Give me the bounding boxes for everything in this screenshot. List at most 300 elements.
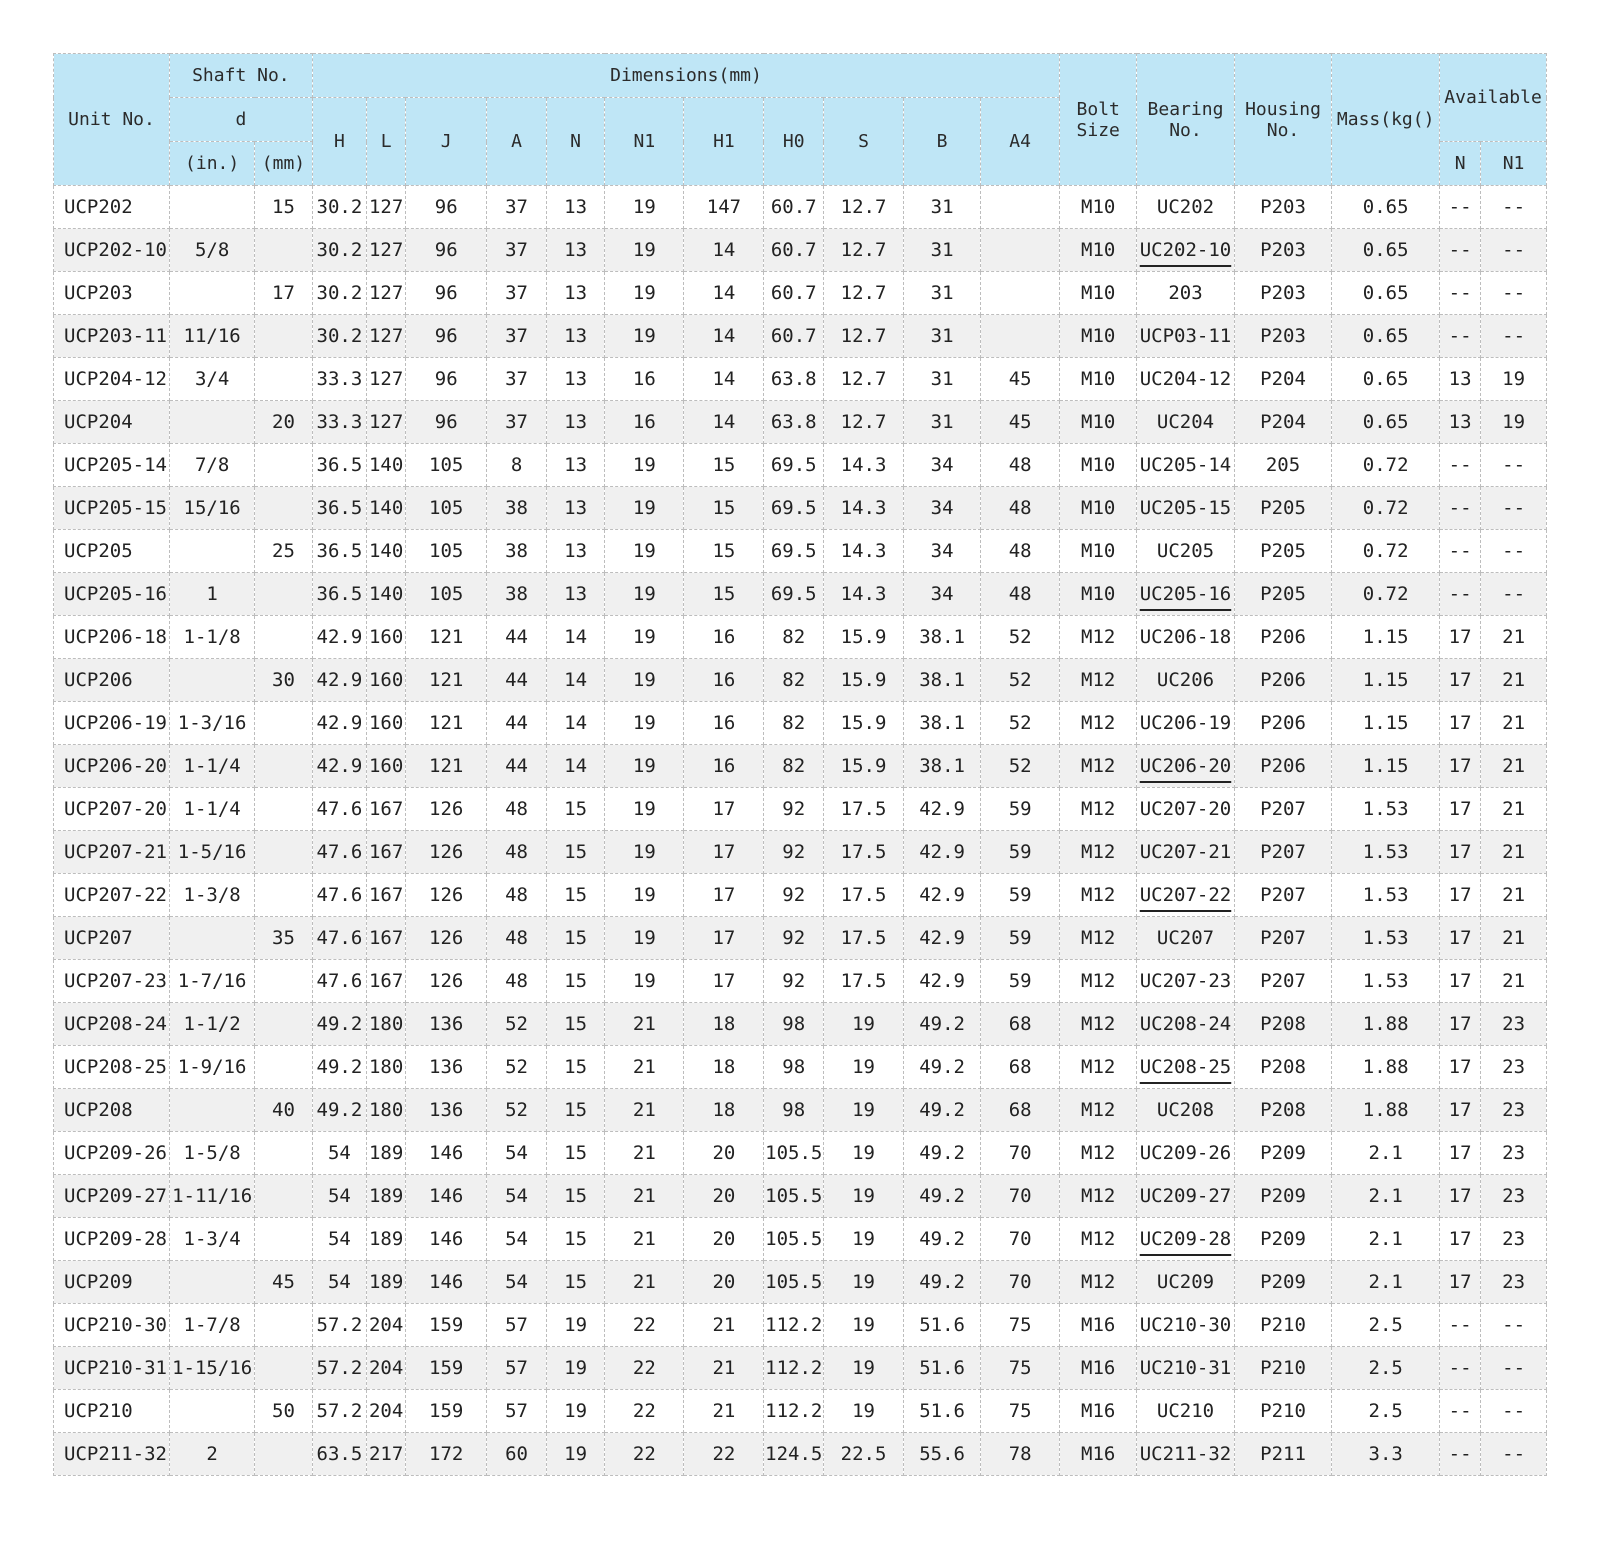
- table-row: [54, 1218, 1547, 1261]
- cell-unit-no: UCP207: [54, 917, 170, 960]
- cell-dim-j: 96: [406, 272, 487, 315]
- cell-dim-n1: 19: [605, 745, 684, 788]
- cell-mass: 1.15: [1332, 659, 1440, 702]
- header-shaft-no: Shaft No.: [170, 54, 313, 98]
- cell-bearing-no: UC205-15: [1137, 487, 1235, 530]
- cell-available-n1: 21: [1481, 917, 1547, 960]
- cell-dim-a: 8: [487, 444, 547, 487]
- cell-dim-h1: 14: [684, 315, 764, 358]
- cell-dim-n: 15: [546, 1132, 605, 1175]
- table-row: [54, 1390, 1547, 1433]
- cell-dim-n: 13: [546, 401, 605, 444]
- cell-dim-j: 105: [406, 530, 487, 573]
- cell-available-n1: 21: [1481, 659, 1547, 702]
- cell-dim-j: 96: [406, 315, 487, 358]
- cell-bolt-size: M12: [1060, 1089, 1137, 1132]
- cell-dim-b: 49.2: [904, 1132, 981, 1175]
- cell-mass: 1.88: [1332, 1089, 1440, 1132]
- cell-dim-b: 49.2: [904, 1046, 981, 1089]
- cell-dim-l: 189: [367, 1218, 406, 1261]
- cell-dim-j: 126: [406, 874, 487, 917]
- cell-bolt-size: M16: [1060, 1433, 1137, 1476]
- cell-dim-h: 30.2: [312, 229, 366, 272]
- cell-dim-n1: 19: [605, 616, 684, 659]
- cell-dim-n1: 16: [605, 358, 684, 401]
- cell-dim-b: 38.1: [904, 659, 981, 702]
- cell-dim-a: 44: [487, 702, 547, 745]
- cell-available-n: 17: [1440, 745, 1481, 788]
- cell-bolt-size: M10: [1060, 530, 1137, 573]
- cell-dim-a4: 68: [981, 1046, 1060, 1089]
- cell-dim-b: 49.2: [904, 1261, 981, 1304]
- cell-dim-n1: 19: [605, 530, 684, 573]
- cell-dim-s: 15.9: [824, 659, 904, 702]
- cell-dim-h1: 18: [684, 1046, 764, 1089]
- cell-available-n1: --: [1481, 444, 1547, 487]
- cell-available-n1: 21: [1481, 702, 1547, 745]
- cell-shaft-mm: [255, 573, 313, 616]
- cell-dim-s: 19: [824, 1347, 904, 1390]
- cell-unit-no: UCP204-12: [54, 358, 170, 401]
- cell-dim-h0: 82: [764, 659, 824, 702]
- cell-dim-h: 49.2: [312, 1089, 366, 1132]
- cell-dim-h0: 60.7: [764, 315, 824, 358]
- cell-dim-h0: 69.5: [764, 573, 824, 616]
- cell-mass: 1.15: [1332, 616, 1440, 659]
- cell-shaft-mm: 30: [255, 659, 313, 702]
- cell-dim-n1: 16: [605, 401, 684, 444]
- cell-dim-a4: 52: [981, 616, 1060, 659]
- cell-dim-n1: 22: [605, 1433, 684, 1476]
- cell-dim-h1: 17: [684, 788, 764, 831]
- cell-bearing-no: UC209: [1137, 1261, 1235, 1304]
- header-mm: (mm): [255, 142, 313, 186]
- cell-dim-b: 55.6: [904, 1433, 981, 1476]
- cell-dim-a4: 59: [981, 788, 1060, 831]
- cell-unit-no: UCP206-18: [54, 616, 170, 659]
- table-row: [54, 1304, 1547, 1347]
- header-dim-n: N: [546, 98, 605, 186]
- cell-available-n: --: [1440, 1347, 1481, 1390]
- cell-dim-l: 167: [367, 788, 406, 831]
- cell-dim-h1: 15: [684, 530, 764, 573]
- cell-bearing-no: UC211-32: [1137, 1433, 1235, 1476]
- cell-dim-s: 19: [824, 1304, 904, 1347]
- header-dimensions: Dimensions(mm): [312, 54, 1059, 98]
- cell-dim-l: 160: [367, 659, 406, 702]
- cell-shaft-in: 2: [170, 1433, 255, 1476]
- cell-bolt-size: M12: [1060, 788, 1137, 831]
- cell-dim-n: 13: [546, 186, 605, 229]
- cell-dim-l: 140: [367, 487, 406, 530]
- cell-dim-h1: 17: [684, 874, 764, 917]
- cell-shaft-mm: 50: [255, 1390, 313, 1433]
- cell-shaft-in: 1-9/16: [170, 1046, 255, 1089]
- cell-housing-no: P207: [1234, 788, 1332, 831]
- cell-housing-no: P210: [1234, 1347, 1332, 1390]
- cell-dim-a4: 59: [981, 960, 1060, 1003]
- cell-dim-b: 51.6: [904, 1347, 981, 1390]
- cell-dim-l: 140: [367, 573, 406, 616]
- cell-dim-a: 52: [487, 1003, 547, 1046]
- cell-dim-h1: 20: [684, 1261, 764, 1304]
- cell-mass: 1.53: [1332, 960, 1440, 1003]
- cell-dim-l: 160: [367, 616, 406, 659]
- cell-dim-l: 180: [367, 1089, 406, 1132]
- cell-dim-b: 49.2: [904, 1175, 981, 1218]
- cell-dim-a: 37: [487, 358, 547, 401]
- cell-dim-a4: 45: [981, 358, 1060, 401]
- cell-dim-j: 121: [406, 745, 487, 788]
- table-row: [54, 1089, 1547, 1132]
- cell-available-n1: 21: [1481, 788, 1547, 831]
- cell-available-n1: 23: [1481, 1046, 1547, 1089]
- cell-dim-l: 140: [367, 530, 406, 573]
- cell-shaft-mm: [255, 1046, 313, 1089]
- cell-available-n1: 21: [1481, 831, 1547, 874]
- cell-dim-n: 14: [546, 702, 605, 745]
- cell-dim-a: 37: [487, 272, 547, 315]
- cell-dim-a4: 75: [981, 1304, 1060, 1347]
- cell-dim-s: 17.5: [824, 960, 904, 1003]
- cell-mass: 0.72: [1332, 487, 1440, 530]
- cell-available-n: --: [1440, 573, 1481, 616]
- cell-dim-n: 14: [546, 659, 605, 702]
- cell-shaft-mm: 15: [255, 186, 313, 229]
- table-row: [54, 659, 1547, 702]
- cell-available-n1: 23: [1481, 1089, 1547, 1132]
- cell-dim-h: 57.2: [312, 1390, 366, 1433]
- table-header: [54, 54, 1547, 186]
- cell-housing-no: P206: [1234, 702, 1332, 745]
- cell-bolt-size: M16: [1060, 1304, 1137, 1347]
- cell-dim-h1: 20: [684, 1175, 764, 1218]
- cell-dim-a: 54: [487, 1261, 547, 1304]
- cell-dim-n1: 21: [605, 1132, 684, 1175]
- cell-dim-a4: 68: [981, 1089, 1060, 1132]
- cell-dim-n: 13: [546, 272, 605, 315]
- cell-mass: 0.72: [1332, 573, 1440, 616]
- table-row: [54, 831, 1547, 874]
- cell-shaft-in: 1-1/2: [170, 1003, 255, 1046]
- cell-bolt-size: M12: [1060, 1261, 1137, 1304]
- cell-shaft-mm: 40: [255, 1089, 313, 1132]
- cell-mass: 2.1: [1332, 1132, 1440, 1175]
- cell-housing-no: P207: [1234, 917, 1332, 960]
- cell-dim-a4: 48: [981, 530, 1060, 573]
- cell-available-n: --: [1440, 229, 1481, 272]
- cell-dim-b: 38.1: [904, 745, 981, 788]
- cell-dim-s: 14.3: [824, 530, 904, 573]
- cell-mass: 2.1: [1332, 1175, 1440, 1218]
- cell-dim-a: 48: [487, 917, 547, 960]
- cell-dim-h: 47.6: [312, 788, 366, 831]
- cell-dim-a4: 78: [981, 1433, 1060, 1476]
- cell-dim-a4: 75: [981, 1390, 1060, 1433]
- cell-dim-a4: 45: [981, 401, 1060, 444]
- cell-dim-n1: 22: [605, 1347, 684, 1390]
- cell-dim-h: 57.2: [312, 1304, 366, 1347]
- cell-shaft-in: 1-11/16: [170, 1175, 255, 1218]
- cell-bolt-size: M12: [1060, 1046, 1137, 1089]
- cell-dim-h1: 16: [684, 616, 764, 659]
- cell-available-n1: --: [1481, 1304, 1547, 1347]
- cell-dim-a: 57: [487, 1390, 547, 1433]
- cell-available-n1: 23: [1481, 1261, 1547, 1304]
- cell-dim-n1: 19: [605, 186, 684, 229]
- cell-dim-h1: 16: [684, 745, 764, 788]
- cell-bearing-no: UC202-10: [1137, 229, 1235, 272]
- cell-bolt-size: M12: [1060, 745, 1137, 788]
- cell-dim-l: 217: [367, 1433, 406, 1476]
- cell-bearing-no: UC210-30: [1137, 1304, 1235, 1347]
- cell-mass: 0.72: [1332, 530, 1440, 573]
- cell-dim-h: 36.5: [312, 444, 366, 487]
- cell-available-n: --: [1440, 1433, 1481, 1476]
- cell-shaft-in: 7/8: [170, 444, 255, 487]
- cell-dim-a4: 59: [981, 917, 1060, 960]
- cell-shaft-in: 3/4: [170, 358, 255, 401]
- cell-dim-h: 63.5: [312, 1433, 366, 1476]
- cell-dim-h0: 82: [764, 745, 824, 788]
- cell-bearing-no: UC205-14: [1137, 444, 1235, 487]
- cell-mass: 1.88: [1332, 1003, 1440, 1046]
- cell-dim-n: 13: [546, 444, 605, 487]
- cell-dim-n: 19: [546, 1347, 605, 1390]
- cell-mass: 2.1: [1332, 1218, 1440, 1261]
- cell-dim-h0: 63.8: [764, 358, 824, 401]
- cell-dim-h: 47.6: [312, 960, 366, 1003]
- cell-bolt-size: M12: [1060, 1132, 1137, 1175]
- cell-unit-no: UCP211-32: [54, 1433, 170, 1476]
- header-housing-no: Housing No.: [1234, 54, 1332, 186]
- cell-dim-a4: 75: [981, 1347, 1060, 1390]
- cell-unit-no: UCP209-26: [54, 1132, 170, 1175]
- cell-dim-a: 44: [487, 616, 547, 659]
- cell-dim-j: 121: [406, 616, 487, 659]
- cell-dim-h: 42.9: [312, 745, 366, 788]
- cell-shaft-in: 1-5/16: [170, 831, 255, 874]
- cell-dim-b: 38.1: [904, 616, 981, 659]
- cell-shaft-in: 1-7/16: [170, 960, 255, 1003]
- cell-shaft-in: [170, 186, 255, 229]
- cell-dim-l: 204: [367, 1390, 406, 1433]
- cell-dim-h: 36.5: [312, 487, 366, 530]
- cell-unit-no: UCP202-10: [54, 229, 170, 272]
- table-row: [54, 229, 1547, 272]
- cell-dim-n: 19: [546, 1433, 605, 1476]
- cell-housing-no: P209: [1234, 1132, 1332, 1175]
- cell-dim-s: 15.9: [824, 702, 904, 745]
- cell-housing-no: P209: [1234, 1175, 1332, 1218]
- cell-dim-a: 54: [487, 1132, 547, 1175]
- cell-dim-b: 51.6: [904, 1304, 981, 1347]
- cell-dim-a4: [981, 229, 1060, 272]
- cell-dim-n1: 22: [605, 1304, 684, 1347]
- cell-dim-h1: 21: [684, 1304, 764, 1347]
- cell-available-n: 17: [1440, 1003, 1481, 1046]
- table-row: [54, 444, 1547, 487]
- cell-available-n1: 23: [1481, 1175, 1547, 1218]
- cell-dim-a4: 48: [981, 573, 1060, 616]
- cell-bolt-size: M12: [1060, 659, 1137, 702]
- cell-shaft-mm: [255, 444, 313, 487]
- cell-unit-no: UCP206-19: [54, 702, 170, 745]
- cell-available-n: 17: [1440, 1261, 1481, 1304]
- cell-dim-a: 37: [487, 186, 547, 229]
- cell-available-n: 17: [1440, 616, 1481, 659]
- cell-available-n: 17: [1440, 1132, 1481, 1175]
- cell-available-n1: --: [1481, 315, 1547, 358]
- cell-dim-h: 54: [312, 1132, 366, 1175]
- cell-dim-s: 12.7: [824, 358, 904, 401]
- cell-housing-no: P210: [1234, 1304, 1332, 1347]
- cell-available-n1: 21: [1481, 616, 1547, 659]
- cell-shaft-in: 11/16: [170, 315, 255, 358]
- cell-dim-a: 48: [487, 874, 547, 917]
- cell-dim-h1: 21: [684, 1390, 764, 1433]
- header-available-n: N: [1440, 142, 1481, 186]
- table-row: [54, 1046, 1547, 1089]
- cell-unit-no: UCP204: [54, 401, 170, 444]
- table-row: [54, 745, 1547, 788]
- cell-shaft-mm: 25: [255, 530, 313, 573]
- cell-dim-h1: 20: [684, 1218, 764, 1261]
- cell-dim-h1: 15: [684, 487, 764, 530]
- header-dim-a4: A4: [981, 98, 1060, 186]
- cell-dim-h1: 18: [684, 1089, 764, 1132]
- cell-shaft-in: [170, 401, 255, 444]
- table-row: [54, 1433, 1547, 1476]
- cell-dim-b: 49.2: [904, 1003, 981, 1046]
- cell-dim-j: 146: [406, 1175, 487, 1218]
- cell-dim-h0: 69.5: [764, 487, 824, 530]
- cell-dim-b: 42.9: [904, 917, 981, 960]
- cell-dim-a: 37: [487, 401, 547, 444]
- cell-dim-a: 38: [487, 487, 547, 530]
- cell-dim-b: 51.6: [904, 1390, 981, 1433]
- cell-mass: 3.3: [1332, 1433, 1440, 1476]
- cell-unit-no: UCP207-20: [54, 788, 170, 831]
- cell-dim-h0: 112.2: [764, 1304, 824, 1347]
- cell-shaft-mm: [255, 315, 313, 358]
- cell-dim-j: 159: [406, 1304, 487, 1347]
- cell-shaft-mm: 17: [255, 272, 313, 315]
- cell-dim-j: 126: [406, 831, 487, 874]
- cell-available-n: 17: [1440, 917, 1481, 960]
- cell-housing-no: P210: [1234, 1390, 1332, 1433]
- cell-dim-a: 48: [487, 788, 547, 831]
- cell-dim-j: 136: [406, 1003, 487, 1046]
- table-row: [54, 702, 1547, 745]
- cell-shaft-in: 1-5/8: [170, 1132, 255, 1175]
- cell-dim-s: 15.9: [824, 745, 904, 788]
- header-bolt-size: Bolt Size: [1060, 54, 1137, 186]
- cell-dim-j: 159: [406, 1347, 487, 1390]
- cell-bolt-size: M12: [1060, 616, 1137, 659]
- cell-available-n: 17: [1440, 960, 1481, 1003]
- table-row: [54, 960, 1547, 1003]
- cell-bolt-size: M10: [1060, 272, 1137, 315]
- cell-dim-a: 37: [487, 315, 547, 358]
- cell-available-n1: --: [1481, 229, 1547, 272]
- cell-unit-no: UCP205-16: [54, 573, 170, 616]
- cell-available-n: --: [1440, 530, 1481, 573]
- cell-dim-j: 121: [406, 702, 487, 745]
- cell-shaft-in: 1-1/8: [170, 616, 255, 659]
- cell-bearing-no: UC210-31: [1137, 1347, 1235, 1390]
- cell-shaft-in: 15/16: [170, 487, 255, 530]
- cell-dim-a4: 70: [981, 1261, 1060, 1304]
- cell-unit-no: UCP209-28: [54, 1218, 170, 1261]
- cell-available-n1: --: [1481, 1390, 1547, 1433]
- cell-dim-j: 146: [406, 1132, 487, 1175]
- cell-dim-n1: 21: [605, 1175, 684, 1218]
- cell-available-n: 13: [1440, 401, 1481, 444]
- cell-housing-no: P206: [1234, 659, 1332, 702]
- cell-dim-a: 57: [487, 1304, 547, 1347]
- cell-dim-n1: 19: [605, 487, 684, 530]
- cell-available-n: 17: [1440, 1218, 1481, 1261]
- cell-dim-h: 54: [312, 1175, 366, 1218]
- cell-dim-l: 189: [367, 1175, 406, 1218]
- cell-dim-n: 15: [546, 1261, 605, 1304]
- cell-shaft-in: [170, 917, 255, 960]
- cell-shaft-in: [170, 659, 255, 702]
- cell-dim-h1: 22: [684, 1433, 764, 1476]
- header-dim-j: J: [406, 98, 487, 186]
- cell-dim-s: 12.7: [824, 401, 904, 444]
- cell-dim-h1: 16: [684, 659, 764, 702]
- cell-unit-no: UCP206: [54, 659, 170, 702]
- cell-dim-a4: 68: [981, 1003, 1060, 1046]
- cell-available-n: 17: [1440, 788, 1481, 831]
- header-dim-h1: H1: [684, 98, 764, 186]
- cell-mass: 1.15: [1332, 702, 1440, 745]
- cell-available-n1: --: [1481, 530, 1547, 573]
- cell-shaft-mm: [255, 1132, 313, 1175]
- cell-bearing-no: UC204-12: [1137, 358, 1235, 401]
- cell-unit-no: UCP207-23: [54, 960, 170, 1003]
- cell-dim-b: 34: [904, 530, 981, 573]
- cell-bolt-size: M12: [1060, 1175, 1137, 1218]
- cell-dim-h0: 105.5: [764, 1175, 824, 1218]
- cell-bearing-no: UC207-22: [1137, 874, 1235, 917]
- cell-housing-no: P209: [1234, 1261, 1332, 1304]
- cell-bearing-no: UC206: [1137, 659, 1235, 702]
- cell-dim-s: 19: [824, 1218, 904, 1261]
- table-body: [54, 186, 1547, 1476]
- cell-available-n1: --: [1481, 573, 1547, 616]
- cell-unit-no: UCP205: [54, 530, 170, 573]
- cell-dim-a4: 48: [981, 487, 1060, 530]
- cell-dim-h1: 147: [684, 186, 764, 229]
- cell-dim-h0: 98: [764, 1003, 824, 1046]
- cell-available-n1: 21: [1481, 960, 1547, 1003]
- cell-shaft-in: 5/8: [170, 229, 255, 272]
- cell-bolt-size: M10: [1060, 315, 1137, 358]
- cell-dim-h1: 14: [684, 229, 764, 272]
- cell-shaft-mm: [255, 487, 313, 530]
- cell-dim-h0: 63.8: [764, 401, 824, 444]
- cell-dim-h0: 92: [764, 874, 824, 917]
- cell-dim-n: 15: [546, 917, 605, 960]
- header-d: d: [170, 98, 313, 142]
- cell-dim-n: 19: [546, 1304, 605, 1347]
- cell-mass: 1.15: [1332, 745, 1440, 788]
- cell-bearing-no: UC204: [1137, 401, 1235, 444]
- cell-dim-s: 19: [824, 1089, 904, 1132]
